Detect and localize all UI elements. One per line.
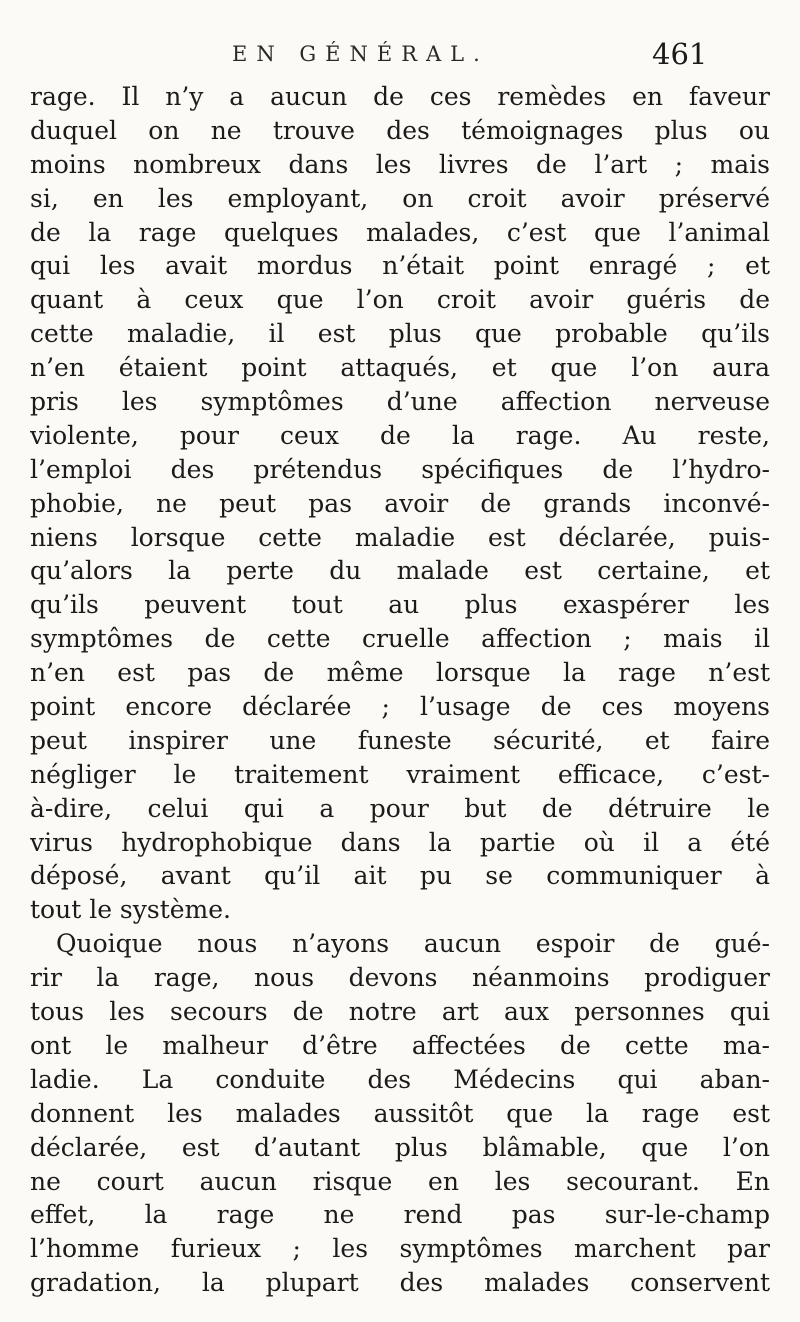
paragraph-2	[30, 927, 770, 1300]
text-line: de la rage quelques malades, c’est que l’animal	[30, 217, 770, 247]
text-line: effet, la rage ne rend pas sur-le-champ	[30, 1200, 770, 1230]
paragraph-1	[30, 80, 770, 927]
text-line: rir la rage, nous devons néanmoins prodiguer	[30, 963, 770, 993]
running-title: EN GÉNÉRAL.	[232, 42, 489, 66]
text-line: qui les avait mordus n’était point enragé ; et	[30, 251, 770, 281]
text-line: qu’alors la perte du malade est certaine, et	[30, 556, 770, 586]
text-line: à-dire, celui qui a pour but de détruire le	[30, 793, 770, 823]
text-line: ladie. La conduite des Médecins qui aban-	[30, 1064, 770, 1094]
text-line: déclarée, est d’autant plus blâmable, que l’on	[30, 1132, 770, 1162]
text-line: ne court aucun risque en les secourant. En	[30, 1166, 770, 1196]
text-line: point encore déclarée ; l’usage de ces moyens	[30, 692, 770, 722]
text-line: cette maladie, il est plus que probable qu’ils	[30, 319, 770, 349]
text-line: violente, pour ceux de la rage. Au reste,	[30, 420, 770, 450]
body-text	[30, 80, 770, 1300]
text-line: négliger le traitement vraiment efficace, c’est-	[30, 759, 770, 789]
text-line: n’en étaient point attaqués, et que l’on aura	[30, 353, 770, 383]
text-line: tout le système.	[30, 895, 232, 925]
text-line: n’en est pas de même lorsque la rage n’est	[30, 658, 770, 688]
text-line: phobie, ne peut pas avoir de grands inconvé-	[30, 488, 770, 518]
text-line: pris les symptômes d’une affection nerveuse	[30, 387, 770, 417]
text-line: virus hydrophobique dans la partie où il a été	[30, 827, 770, 857]
text-line: qu’ils peuvent tout au plus exaspérer les	[30, 590, 770, 620]
text-line: rage. Il n’y a aucun de ces remèdes en faveur	[30, 82, 770, 111]
text-line: peut inspirer une funeste sécurité, et faire	[30, 725, 770, 755]
text-line: déposé, avant qu’il ait pu se communiquer à	[30, 861, 770, 891]
text-line: Quoique nous n’ayons aucun espoir de gué-	[56, 929, 770, 959]
text-line: symptômes de cette cruelle affection ; mais il	[30, 624, 770, 654]
running-head	[0, 34, 800, 74]
text-line: si, en les employant, on croit avoir préservé	[30, 183, 770, 213]
text-line: moins nombreux dans les livres de l’art ; mais	[30, 149, 770, 179]
text-line: ont le malheur d’être affectées de cette ma-	[30, 1030, 770, 1060]
text-line: duquel on ne trouve des témoignages plus ou	[30, 115, 770, 145]
text-line: l’homme furieux ; les symptômes marchent par	[30, 1234, 770, 1264]
text-line: tous les secours de notre art aux personnes qui	[30, 997, 770, 1027]
text-line: gradation, la plupart des malades conservent	[30, 1268, 770, 1298]
text-line: quant à ceux que l’on croit avoir guéris de	[30, 285, 770, 315]
text-line: niens lorsque cette maladie est déclarée, puis-	[30, 522, 770, 552]
text-line: l’emploi des prétendus spécifiques de l’hydro-	[30, 454, 770, 484]
page-number: 461	[652, 37, 708, 71]
text-line: donnent les malades aussitôt que la rage est	[30, 1098, 770, 1128]
